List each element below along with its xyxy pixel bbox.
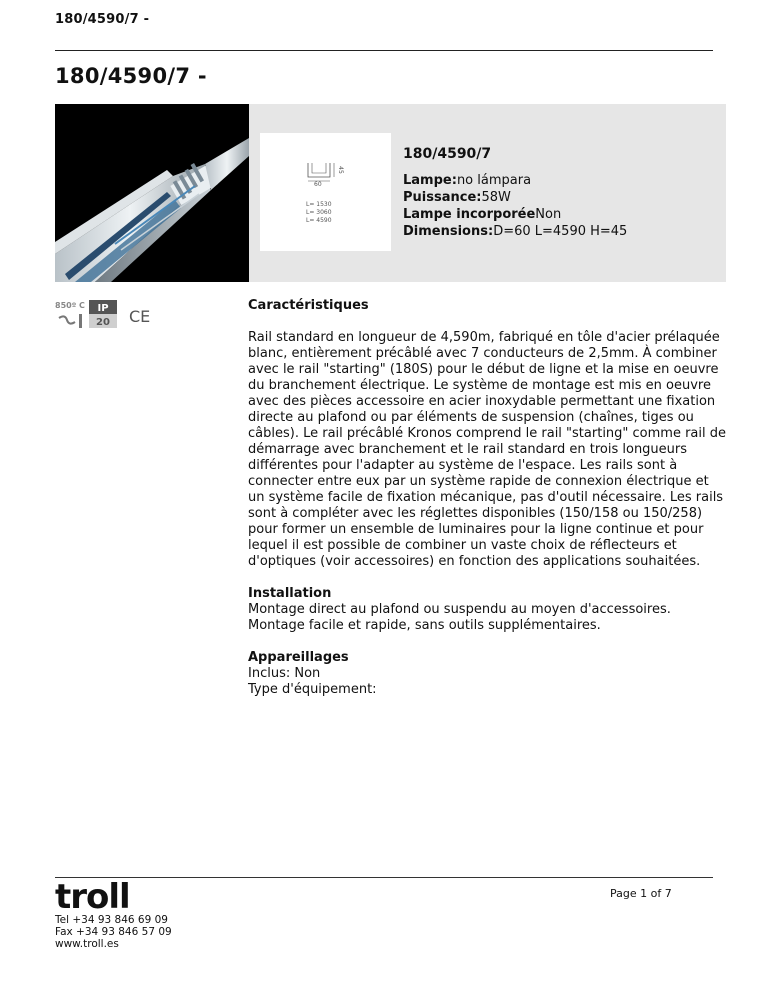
spec-row-lamp-included (403, 206, 627, 223)
website-link[interactable]: www.troll.es (55, 938, 119, 950)
characteristics-section (248, 298, 726, 570)
header-code: 180/4590/7 - (55, 12, 150, 27)
certification-icons (55, 298, 175, 332)
equipment-line: Type d'équipement: (248, 682, 377, 697)
equipment-heading: Appareillages (248, 650, 349, 665)
installation-section (248, 586, 726, 634)
phone-number: Tel +34 93 846 69 09 (55, 914, 168, 926)
spec-list (403, 172, 627, 240)
spec-value: 58W (481, 190, 511, 205)
spec-value: Non (535, 207, 562, 222)
contact-info (55, 914, 172, 950)
glow-wire-icon (59, 314, 82, 328)
equipment-section (248, 650, 726, 698)
temperature-label: 850º C (55, 301, 85, 310)
technical-drawing (260, 133, 391, 251)
spec-label: Puissance: (403, 190, 482, 205)
length-3060: L= 3060 (306, 209, 332, 216)
spec-value: D=60 L=4590 H=45 (493, 224, 628, 239)
installation-line: Montage direct au plafond ou suspendu au moyen d'accessoires. (248, 602, 671, 617)
fax-number: Fax +34 93 846 57 09 (55, 926, 172, 938)
height-dimension: 45 (336, 166, 344, 174)
spec-row-dimensions (403, 223, 627, 240)
spec-value: no lámpara (456, 173, 532, 188)
ip-label: IP (97, 303, 109, 314)
header-divider (55, 50, 713, 51)
width-dimension: 60 (314, 181, 322, 188)
description-content (248, 298, 726, 714)
characteristics-heading: Caractéristiques (248, 298, 369, 313)
ip-rating-icon (89, 300, 117, 328)
troll-logo (55, 878, 145, 914)
spec-label: Lampe: (403, 173, 457, 188)
spec-row-lamp (403, 172, 627, 189)
product-photo (55, 104, 249, 282)
length-1530: L= 1530 (306, 201, 332, 208)
footer-divider (55, 877, 713, 878)
ce-mark-icon: CE (129, 307, 151, 326)
profile-drawing-icon (260, 133, 391, 251)
page-number: Page 1 of 7 (610, 887, 672, 900)
spec-row-power (403, 189, 627, 206)
spec-panel (249, 104, 726, 282)
ip-value: 20 (96, 317, 110, 328)
equipment-line: Inclus: Non (248, 666, 321, 681)
installation-line: Montage facile et rapide, sans outils supplémentaires. (248, 618, 601, 633)
characteristics-body: Rail standard en longueur de 4,590m, fabriqué en tôle d'acier prélaquée blanc, entièrement précâblé avec 7 conducteurs de 2,5mm. À combiner avec le rail "starting" (180S) pour le début de ligne et la mise en oeuvre du branchement électrique. Le système de montage est mis en oeuvre avec des pièces accessoire en acier inoxydable permettant une fixation directe au plafond ou par éléments de suspension (chaînes, tiges ou câbles). Le rail précâblé Kronos comprend le rail "starting" comme rail de démarrage avec branchement et le rail standard en trois longueurs différentes pour l'adapter au système de l'espace. Les rails sont à connecter entre eux par un système rapide de connexion électrique et un système facile de fixation mécanique, pas d'outil nécessaire. Les rails sont à compléter avec les réglettes disponibles (150/158 ou 150/258) pour former un ensemble de luminaires pour la ligne continue et pour lequel il est possible de combiner un vaste choix de réflecteurs et d'optiques (voir accessoires) en fonction des applications souhaitées. (248, 330, 727, 569)
spec-title: 180/4590/7 (403, 146, 492, 162)
page-title: 180/4590/7 - (55, 64, 207, 88)
installation-heading: Installation (248, 586, 332, 601)
logo-text: troll (55, 878, 130, 914)
spec-label: Lampe incorporée (403, 207, 536, 222)
spec-label: Dimensions: (403, 224, 494, 239)
length-4590: L= 4590 (306, 217, 332, 224)
